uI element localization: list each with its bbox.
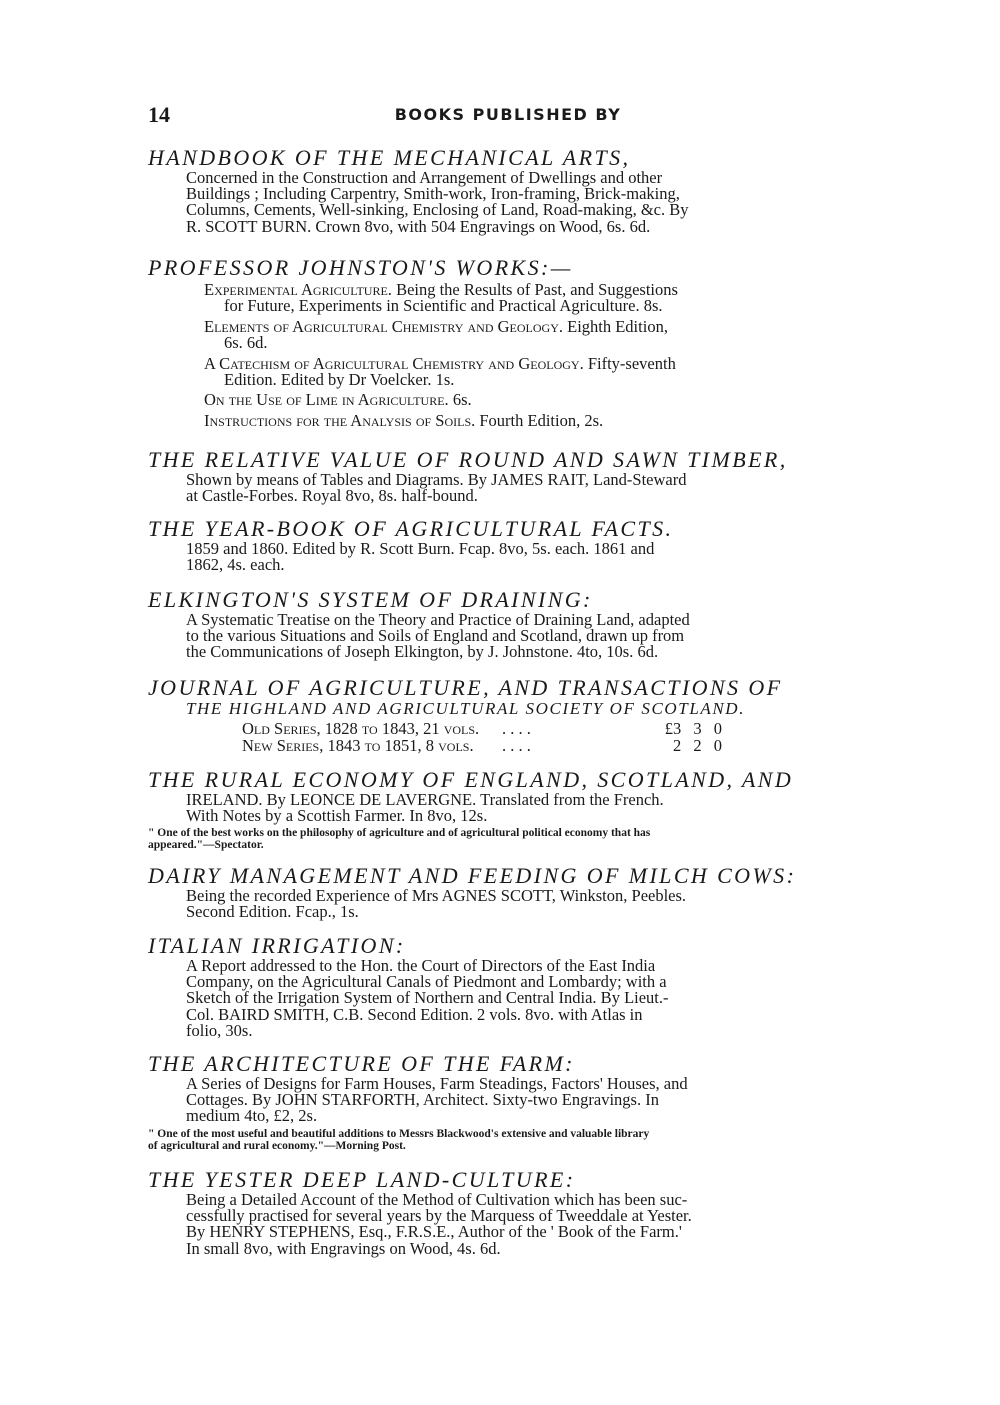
- desc-line: Buildings ; Including Carpentry, Smith-work, Iron-framing, Brick-making,: [186, 184, 680, 204]
- sub-work-continuation: Edition. Edited by Dr Voelcker. 1s.: [224, 370, 455, 390]
- entry-description: [186, 792, 870, 824]
- sub-work-details: Fifty-seventh: [587, 353, 676, 373]
- desc-line: IRELAND. By LEONCE DE LAVERGNE. Translated from the French.: [186, 790, 664, 809]
- catalog-entry: [148, 588, 870, 661]
- desc-line: With Notes by a Scottish Farmer. In 8vo, 12s.: [186, 806, 488, 826]
- entry-description: [186, 1076, 870, 1125]
- entry-description: [186, 1192, 870, 1257]
- series-leader: . . . .: [502, 719, 531, 738]
- catalog-entry: [148, 934, 870, 1039]
- sub-work-continuation: for Future, Experiments in Scientific and Practical Agriculture. 8s.: [224, 296, 663, 316]
- desc-line: A Report addressed to the Hon. the Court of Directors of the East India: [186, 956, 656, 975]
- catalog-entry: [148, 146, 870, 235]
- entry-title: DAIRY MANAGEMENT AND FEEDING OF MILCH COWS:: [148, 863, 797, 888]
- sub-work: [204, 410, 870, 430]
- series-price: £3 3 0: [664, 719, 722, 738]
- sub-work: [204, 316, 870, 353]
- desc-line: cessfully practised for several years by the Marquess of Tweeddale at Yester.: [186, 1206, 692, 1226]
- desc-line: at Castle-Forbes. Royal 8vo, 8s. half-bound.: [186, 486, 478, 506]
- desc-line: the Communications of Joseph Elkington, by J. Johnstone. 4to, 10s. 6d.: [186, 642, 659, 662]
- desc-line: 1862, 4s. each.: [186, 555, 285, 575]
- desc-line: Second Edition. Fcap., 1s.: [186, 902, 359, 922]
- page-header: [148, 102, 868, 132]
- entry-title: JOURNAL OF AGRICULTURE, AND TRANSACTIONS OF: [148, 675, 783, 700]
- desc-line: to the various Situations and Soils of England and Scotland, drawn up from: [186, 626, 685, 646]
- entry-description: [186, 958, 870, 1039]
- series-name: Old Series, 1828 to 1843, 21 vols.: [242, 719, 480, 738]
- entry-description: [186, 541, 870, 573]
- press-quote: [148, 1128, 870, 1152]
- sub-work-details: Being the Results of Past, and Suggestions: [396, 280, 678, 299]
- desc-line: A Series of Designs for Farm Houses, Farm Steadings, Factors' Houses, and: [186, 1074, 688, 1093]
- entry-title: HANDBOOK OF THE MECHANICAL ARTS,: [148, 145, 631, 170]
- entry-description: [186, 472, 870, 504]
- press-quote: [148, 827, 870, 851]
- sub-work: [204, 392, 870, 408]
- sub-work-title: Instructions for the Analysis of Soils.: [204, 410, 476, 430]
- catalog-entry: [148, 517, 870, 573]
- entry-title: PROFESSOR JOHNSTON'S WORKS:—: [148, 255, 573, 280]
- quote-line: " One of the most useful and beautiful additions to Messrs Blackwood's extensive and valuable library: [148, 1127, 650, 1140]
- desc-line: Shown by means of Tables and Diagrams. By JAMES RAIT, Land-Steward: [186, 470, 687, 489]
- sub-work-title: A Catechism of Agricultural Chemistry and Geology.: [204, 353, 584, 373]
- catalog-entry: [148, 256, 870, 429]
- series-row: [242, 737, 870, 754]
- catalog-entry: [148, 1052, 870, 1152]
- desc-line: R. SCOTT BURN. Crown 8vo, with 504 Engravings on Wood, 6s. 6d.: [186, 216, 651, 236]
- entry-description: [186, 170, 870, 235]
- desc-line: By HENRY STEPHENS, Esq., F.R.S.E., Author of the ' Book of the Farm.': [186, 1222, 682, 1242]
- page-number: 14: [148, 102, 170, 127]
- sub-work-continuation: 6s. 6d.: [224, 333, 268, 353]
- entry-subtitle: THE HIGHLAND AND AGRICULTURAL SOCIETY OF SCOTLAND.: [186, 699, 746, 718]
- entry-title: THE RELATIVE VALUE OF ROUND AND SAWN TIMBER,: [148, 447, 788, 472]
- sub-work: [204, 353, 870, 390]
- sub-work-title: On the Use of Lime in Agriculture.: [204, 390, 449, 410]
- desc-line: Being a Detailed Account of the Method of Cultivation which has been suc-: [186, 1190, 688, 1209]
- catalog-entry: [148, 768, 870, 851]
- entry-title: THE YEAR-BOOK OF AGRICULTURAL FACTS.: [148, 516, 674, 541]
- running-head: BOOKS PUBLISHED BY: [394, 105, 622, 124]
- desc-line: Cottages. By JOHN STARFORTH, Architect. Sixty-two Engravings. In: [186, 1090, 659, 1110]
- entry-title: THE RURAL ECONOMY OF ENGLAND, SCOTLAND, AND: [148, 767, 794, 792]
- catalog-entry: [148, 448, 870, 504]
- series-price: 2 2 0: [673, 736, 722, 755]
- quote-line: of agricultural and rural economy."—Morning Post.: [148, 1139, 406, 1152]
- catalog-entry: [148, 676, 870, 754]
- entry-description: [186, 888, 870, 920]
- series-row: [242, 720, 870, 737]
- quote-line: appeared."—Spectator.: [148, 839, 264, 852]
- desc-line: Col. BAIRD SMITH, C.B. Second Edition. 2 vols. 8vo. with Atlas in: [186, 1004, 643, 1024]
- desc-line: Sketch of the Irrigation System of Northern and Central India. By Lieut.-: [186, 988, 669, 1008]
- entry-title: ELKINGTON'S SYSTEM OF DRAINING:: [148, 587, 593, 612]
- series-leader: . . . .: [502, 736, 531, 755]
- desc-line: In small 8vo, with Engravings on Wood, 4s. 6d.: [186, 1238, 501, 1258]
- desc-line: Columns, Cements, Well-sinking, Enclosing of Land, Road-making, &c. By: [186, 200, 689, 220]
- sub-work-title: Experimental Agriculture.: [204, 280, 392, 299]
- sub-work-title: Elements of Agricultural Chemistry and Geology.: [204, 316, 563, 336]
- entry-title: THE ARCHITECTURE OF THE FARM:: [148, 1051, 575, 1076]
- entry-title: ITALIAN IRRIGATION:: [148, 933, 406, 958]
- desc-line: A Systematic Treatise on the Theory and Practice of Draining Land, adapted: [186, 610, 690, 629]
- sub-work-details: 6s.: [452, 390, 472, 410]
- catalog-entry: [148, 1168, 870, 1257]
- desc-line: 1859 and 1860. Edited by R. Scott Burn. Fcap. 8vo, 5s. each. 1861 and: [186, 539, 655, 558]
- desc-line: medium 4to, £2, 2s.: [186, 1106, 318, 1126]
- entry-title: THE YESTER DEEP LAND-CULTURE:: [148, 1167, 576, 1192]
- desc-line: Concerned in the Construction and Arrangement of Dwellings and other: [186, 168, 663, 187]
- entry-description: [186, 612, 870, 661]
- series-name: New Series, 1843 to 1851, 8 vols.: [242, 736, 474, 755]
- sub-work-details: Eighth Edition,: [567, 316, 668, 336]
- catalog-entry: [148, 864, 870, 920]
- sub-work-details: Fourth Edition, 2s.: [479, 410, 604, 430]
- desc-line: Being the recorded Experience of Mrs AGNES SCOTT, Winkston, Peebles.: [186, 886, 687, 905]
- quote-line: " One of the best works on the philosophy of agriculture and of agricultural political economy that has: [148, 827, 651, 840]
- desc-line: Company, on the Agricultural Canals of Piedmont and Lombardy; with a: [186, 972, 667, 992]
- sub-work: [204, 282, 870, 315]
- desc-line: folio, 30s.: [186, 1020, 253, 1040]
